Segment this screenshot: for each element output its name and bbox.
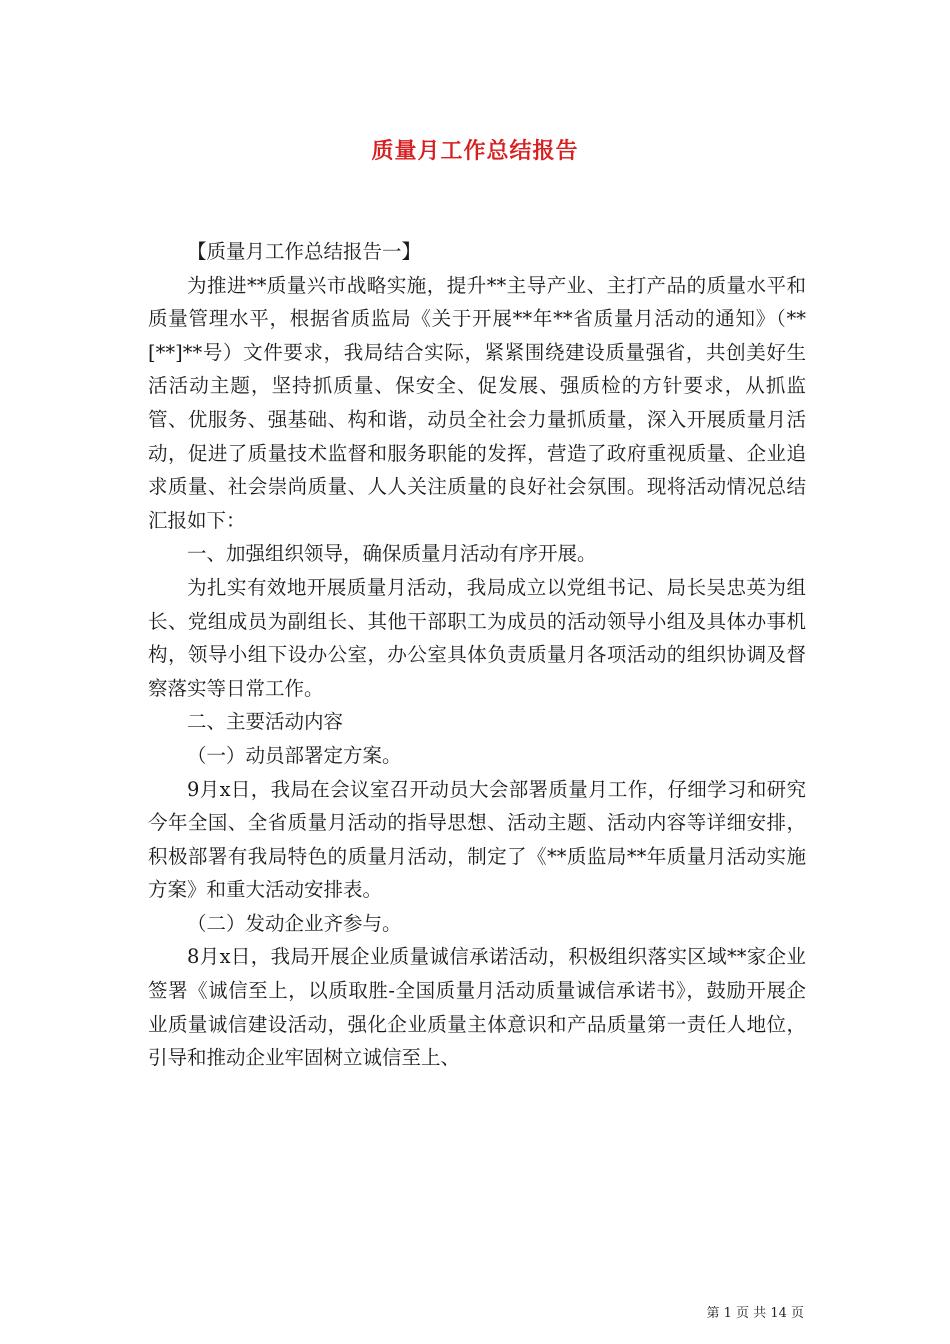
subsection-heading-two: （二）发动企业齐参与。: [187, 911, 402, 935]
paragraph-organization: 为扎实有效地开展质量月活动，我局成立以党组书记、局长吴忠英为组长、党组成员为副组长、其他干部职工为成员的活动领导小组及具体办事机构，领导小组下设办公室，办公室具体负责质量月各项活动的组织协调及督察落实等日常工作。: [148, 575, 806, 700]
paragraph-enterprise: 8月x日，我局开展企业质量诚信承诺活动，积极组织落实区域**家企业签署《诚信至上，以质取胜-全国质量月活动质量诚信承诺书》，鼓励开展企业质量诚信建设活动，强化企业质量主体意识和产品质量第一责任人地位，引导和推动企业牢固树立诚信至上、: [148, 945, 806, 1070]
document-body: [148, 235, 806, 1075]
document-title: 质量月工作总结报告: [371, 138, 579, 164]
paragraph-mobilization: 9月x日，我局在会议室召开动员大会部署质量月工作，仔细学习和研究今年全国、全省质量月活动的指导思想、活动主题、活动内容等详细安排，积极部署有我局特色的质量月活动，制定了《**质监局**年质量月活动实施方案》和重大活动安排表。: [148, 777, 806, 902]
section-heading-report-one: 【质量月工作总结报告一】: [187, 240, 422, 263]
page-indicator: 第 1 页 共 14 页: [706, 1306, 804, 1321]
subsection-heading-one: （一）动员部署定方案。: [187, 743, 402, 767]
section-heading-two: 二、主要活动内容: [187, 710, 344, 734]
paragraph-intro: 为推进**质量兴市战略实施，提升**主导产业、主打产品的质量水平和质量管理水平，根据省质监局《关于开展**年**省质量月活动的通知》（**[**]**号）文件要求，我局结合实际，紧紧围绕建设质量强省，共创美好生活活动主题，坚持抓质量、保安全、促发展、强质检的方针要求，从抓监管、优服务、强基础、构和谐，动员全社会力量抓质量，深入开展质量月活动，促进了质量技术监督和服务职能的发挥，营造了政府重视质量、企业追求质量、社会崇尚质量、人人关注质量的良好社会氛围。现将活动情况总结汇报如下：: [148, 273, 806, 532]
section-heading-one: 一、加强组织领导，确保质量月活动有序开展。: [187, 542, 597, 566]
